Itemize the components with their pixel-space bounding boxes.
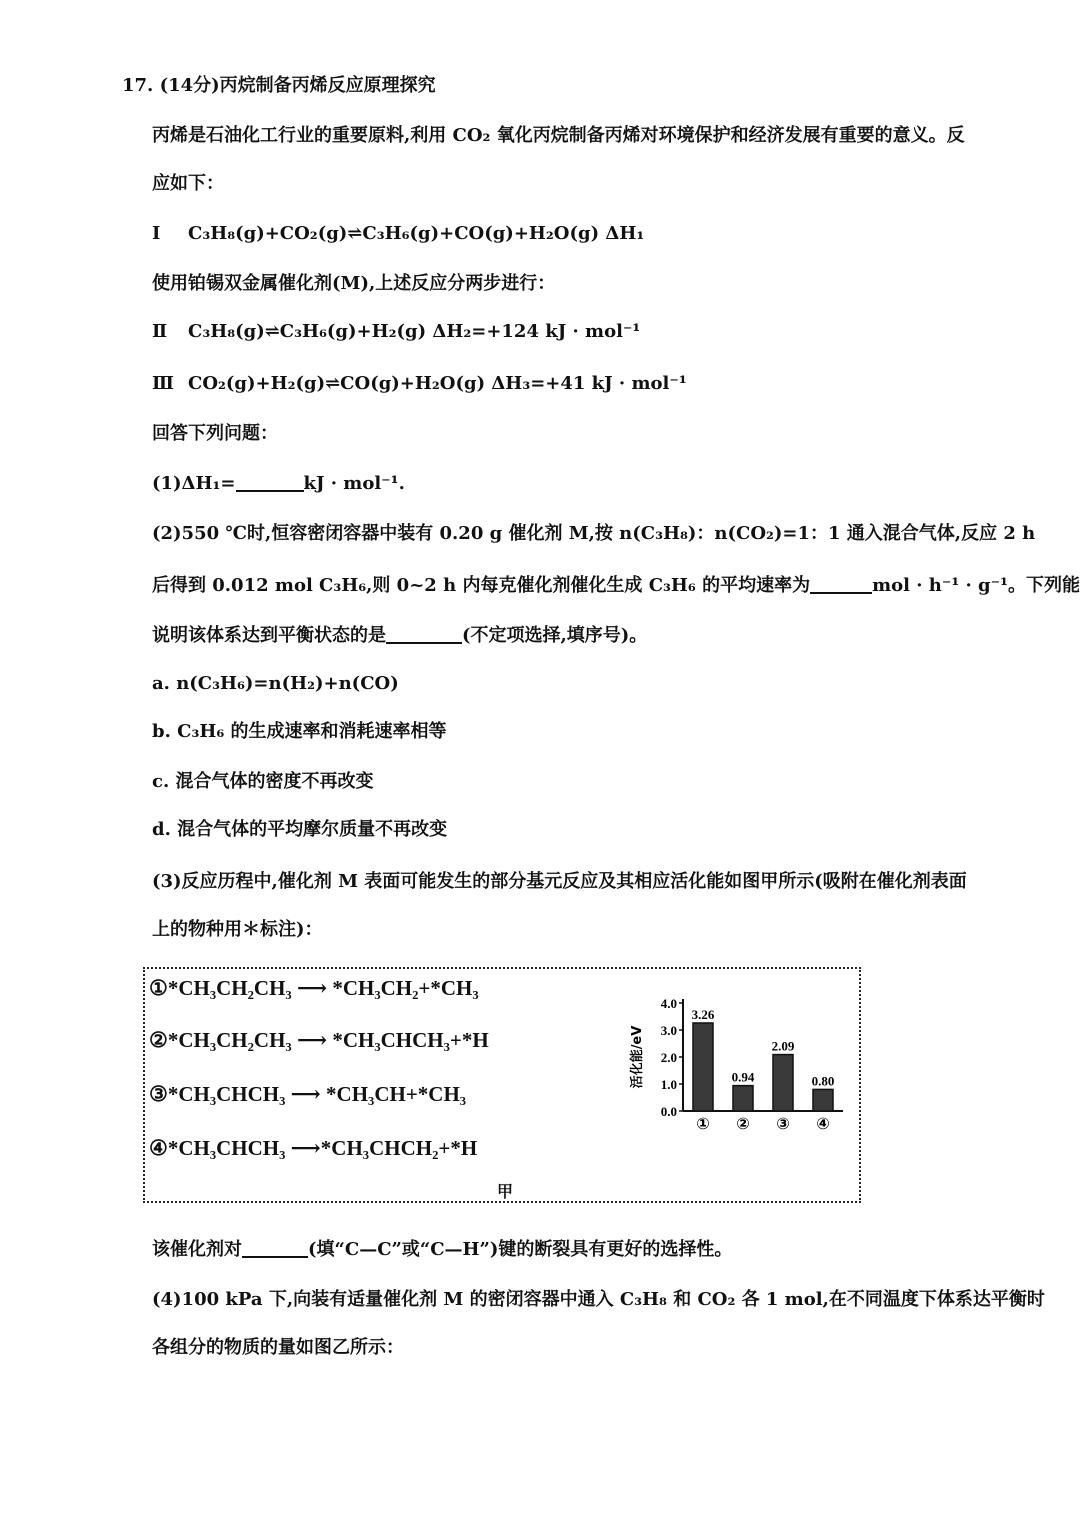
- x-tick-label: ④: [816, 1114, 830, 1133]
- y-axis-label: 活化能/eV: [630, 1025, 645, 1089]
- x-tick-label: ③: [776, 1114, 790, 1133]
- option-b: b. C₃H₆ 的生成速率和消耗速率相等: [152, 721, 447, 742]
- y-tick-label: 1.0: [660, 1077, 677, 1092]
- q3-answer-line: [152, 1238, 732, 1262]
- elementary-step-3: ③*CH₃CHCH₃ ⟶ *CH₃CH+*CH₃: [149, 1082, 467, 1106]
- reaction-1-number: Ⅰ: [152, 223, 161, 244]
- reaction-2: [152, 320, 640, 344]
- y-tick-label: 2.0: [660, 1050, 677, 1065]
- elementary-step-1: ①*CH₃CH₂CH₃ ⟶ *CH₃CH₂+*CH₃: [149, 976, 479, 1000]
- q2-line-3: [152, 624, 647, 648]
- question-heading: 17. (14分)丙烷制备丙烯反应原理探究: [122, 75, 436, 96]
- reaction-2-equation: C₃H₈(g)⇌C₃H₆(g)+H₂(g) ΔH₂=+124 kJ · mol⁻¹: [188, 321, 641, 342]
- option-a: a. n(C₃H₆)=n(H₂)+n(CO): [152, 673, 399, 694]
- q2-eq-suffix: (不定项选择,填序号)。: [462, 625, 648, 646]
- q2-eq-prefix: 说明该体系达到平衡状态的是: [152, 625, 386, 646]
- bar: [813, 1089, 833, 1111]
- q1-suffix: kJ · mol⁻¹.: [303, 473, 405, 494]
- data-label: 2.09: [771, 1038, 795, 1054]
- q2-rate-suffix: mol · h⁻¹ · g⁻¹。下列能: [872, 575, 1080, 596]
- bar: [693, 1023, 713, 1111]
- intro-line-1: 丙烯是石油化工行业的重要原料,利用 CO₂ 氧化丙烷制备丙烯对环境保护和经济发展有重要的意义。反: [152, 125, 965, 146]
- bar: [733, 1086, 753, 1111]
- q2-line-2: [152, 574, 1080, 598]
- q2-line-1: (2)550 ℃时,恒容密闭容器中装有 0.20 g 催化剂 M,按 n(C₃H₈)：n(CO₂)=1：1 通入混合气体,反应 2 h: [152, 523, 1036, 544]
- q1-prefix: (1)ΔH₁=: [152, 473, 236, 494]
- x-tick-label: ①: [696, 1114, 710, 1133]
- figure-jia: [143, 967, 861, 1203]
- elementary-step-4: ④*CH₃CHCH₃ ⟶*CH₃CHCH₂+*H: [149, 1136, 478, 1160]
- q2-rate-prefix: 后得到 0.012 mol C₃H₆,则 0~2 h 内每克催化剂催化生成 C₃H₆ 的平均速率为: [152, 575, 811, 596]
- x-tick-label: ②: [736, 1114, 750, 1133]
- q3-answer-prefix: 该催化剂对: [152, 1239, 242, 1260]
- answer-prompt: 回答下列问题：: [152, 423, 278, 444]
- figure-caption: 甲: [497, 1182, 514, 1201]
- q4-line-1: (4)100 kPa 下,向装有适量催化剂 M 的密闭容器中通入 C₃H₈ 和 CO₂ 各 1 mol,在不同温度下体系达平衡时: [152, 1289, 1045, 1310]
- q3-answer-blank[interactable]: [242, 1238, 308, 1258]
- q2-eq-blank[interactable]: [386, 624, 462, 644]
- y-tick-label: 4.0: [660, 996, 677, 1011]
- data-label: 0.80: [811, 1073, 835, 1089]
- option-d: d. 混合气体的平均摩尔质量不再改变: [152, 819, 448, 840]
- catalyst-line: 使用铂锡双金属催化剂(M),上述反应分两步进行：: [152, 273, 556, 294]
- data-label: 0.94: [731, 1069, 755, 1085]
- option-c: c. 混合气体的密度不再改变: [152, 771, 374, 792]
- reaction-1-equation: C₃H₈(g)+CO₂(g)⇌C₃H₆(g)+CO(g)+H₂O(g) ΔH₁: [188, 223, 645, 244]
- y-tick-label: 0.0: [660, 1104, 677, 1119]
- reaction-1: [152, 222, 644, 246]
- q3-line-1: (3)反应历程中,催化剂 M 表面可能发生的部分基元反应及其相应活化能如图甲所示(吸附在催化剂表面: [152, 871, 967, 892]
- intro-line-2: 应如下：: [152, 173, 224, 194]
- reaction-3-equation: CO₂(g)+H₂(g)⇌CO(g)+H₂O(g) ΔH₃=+41 kJ · mol⁻¹: [188, 373, 687, 394]
- reaction-3: [152, 372, 687, 396]
- q2-rate-blank[interactable]: [810, 574, 872, 594]
- q4-line-2: 各组分的物质的量如图乙所示：: [152, 1337, 404, 1358]
- reaction-2-number: Ⅱ: [152, 321, 168, 342]
- bar: [773, 1055, 793, 1111]
- elementary-step-2: ②*CH₃CH₂CH₃ ⟶ *CH₃CHCH₃+*H: [149, 1028, 489, 1052]
- q1-answer-blank[interactable]: [236, 472, 304, 492]
- q3-line-2: 上的物种用＊标注)：: [152, 919, 323, 940]
- y-tick-label: 3.0: [660, 1023, 677, 1038]
- q3-answer-suffix: (填“C—C”或“C—H”)键的断裂具有更好的选择性。: [308, 1239, 733, 1260]
- data-label: 3.26: [691, 1006, 715, 1022]
- reaction-3-number: Ⅲ: [152, 373, 174, 394]
- activation-energy-chart: [625, 989, 855, 1139]
- q1-line: [152, 472, 405, 496]
